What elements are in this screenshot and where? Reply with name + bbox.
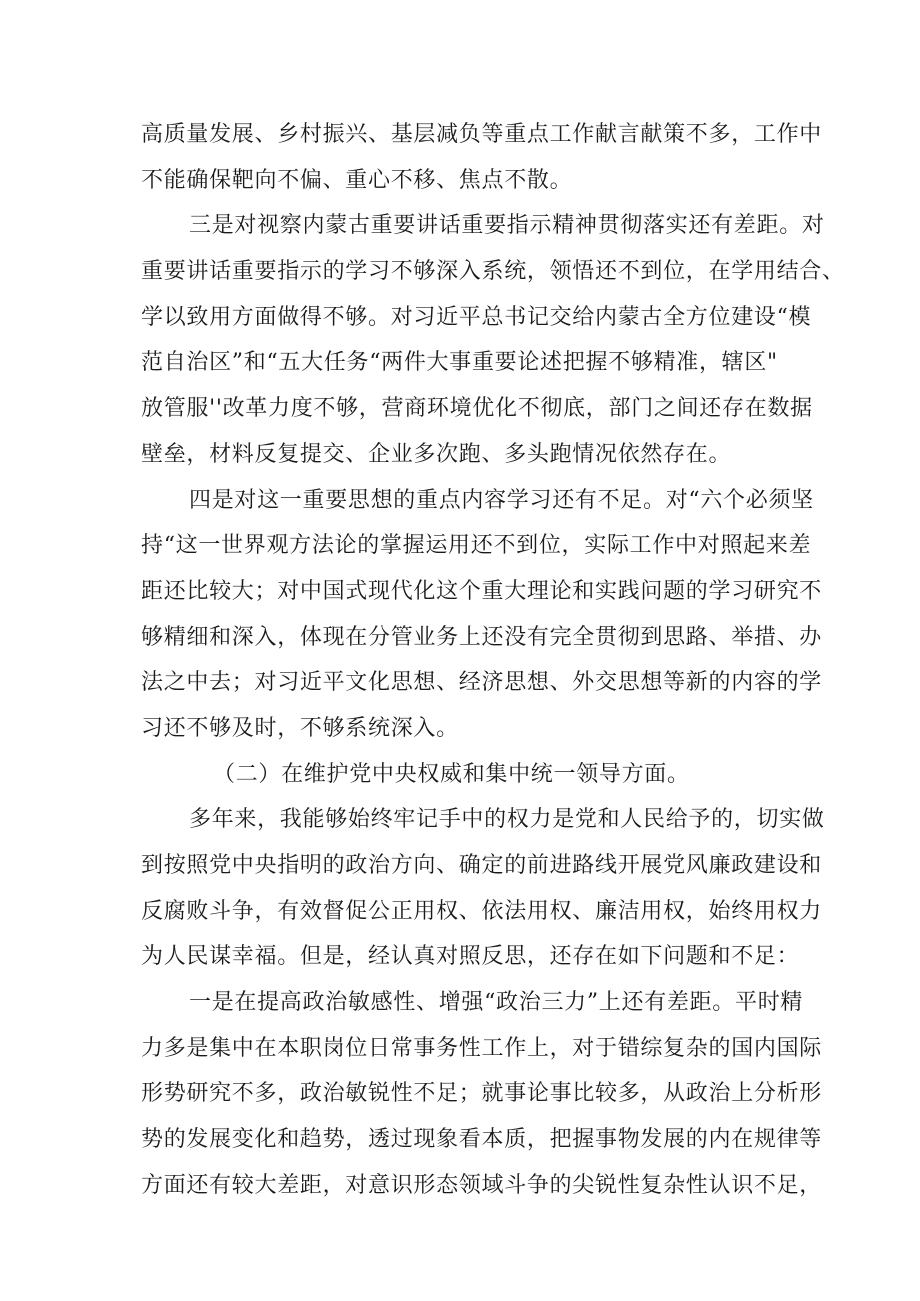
text-line: 重要讲话重要指示的学习不够深入系统，领悟还不到位，在学用结合、: [141, 259, 845, 285]
text-line: 高质量发展、乡村振兴、基层减负等重点工作献言献策不多，工作中: [141, 122, 823, 147]
text-line-first: 四是对这一重要思想的重点内容学习还有不足。对“六个必须坚: [189, 487, 814, 513]
text-line: 壁垒，材料反复提交、企业多次跑、多头跑情况依然存在。: [141, 441, 732, 467]
text-line: 习还不够及时，不够系统深入。: [141, 715, 459, 741]
text-line: 势的发展变化和趋势，透过现象看本质，把握事物发展的内在规律等: [141, 1127, 823, 1153]
section-heading: [141, 752, 791, 798]
text-line-first: 一是在提高政治敏感性、增强“政治三力”上还有差距。平时精: [189, 990, 804, 1016]
text-line: 持“这一世界观方法论的掌握运用还不到位，实际工作中对照起来差: [141, 533, 812, 559]
text-line: 反腐败斗争，有效督促公正用权、依法用权、廉洁用权，始终用权力: [141, 898, 823, 924]
text-line: 方面还有较大差距，对意识形态领域斗争的尖锐性复杂性认识不足，: [141, 1172, 823, 1198]
paragraph-continuation: [141, 112, 823, 203]
section-heading-text: （二）在维护党中央权威和集中统一领导方面。: [213, 761, 690, 787]
paragraph-point-four: [141, 478, 823, 752]
text-line-first: 多年来，我能够始终牢记手中的权力是党和人民给予的，切实做: [189, 807, 825, 833]
text-line: 放管服''改革力度不够，营商环境优化不彻底，部门之间还存在数据: [141, 396, 813, 422]
text-line: 学以致用方面做得不够。对习近平总书记交给内蒙古全方位建设“模: [141, 304, 812, 330]
text-line: 形势研究不多，政治敏锐性不足；就事论事比较多，从政治上分析形: [141, 1081, 823, 1107]
document-body: [141, 112, 845, 1209]
text-line: 到按照党中央指明的政治方向、确定的前进路线开展党风廉政建设和: [141, 853, 823, 878]
text-line: 够精细和深入，体现在分管业务上还没有完全贯彻到思路、举措、办: [141, 624, 823, 650]
text-line: 距还比较大；对中国式现代化这个重大理论和实践问题的学习研究不: [141, 578, 823, 604]
text-line-first: 三是对视察内蒙古重要讲话重要指示精神贯彻落实还有差距。对: [189, 213, 825, 239]
paragraph-point-three: [141, 203, 845, 477]
text-line: 范自治区”和“五大任务“两件大事重要论述把握不够精准，辖区": [141, 350, 778, 376]
text-line: 力多是集中在本职岗位日常事务性工作上，对于错综复杂的国内国际: [141, 1035, 823, 1061]
text-line: 法之中去；对习近平文化思想、经济思想、外交思想等新的内容的学: [141, 670, 823, 696]
paragraph-point-one: [141, 980, 823, 1208]
text-line: 为人民谋幸福。但是，经认真对照反思，还存在如下问题和不足：: [141, 944, 800, 970]
text-line: 不能确保靶向不偏、重心不移、焦点不散。: [141, 167, 573, 193]
paragraph-intro: [141, 797, 825, 980]
